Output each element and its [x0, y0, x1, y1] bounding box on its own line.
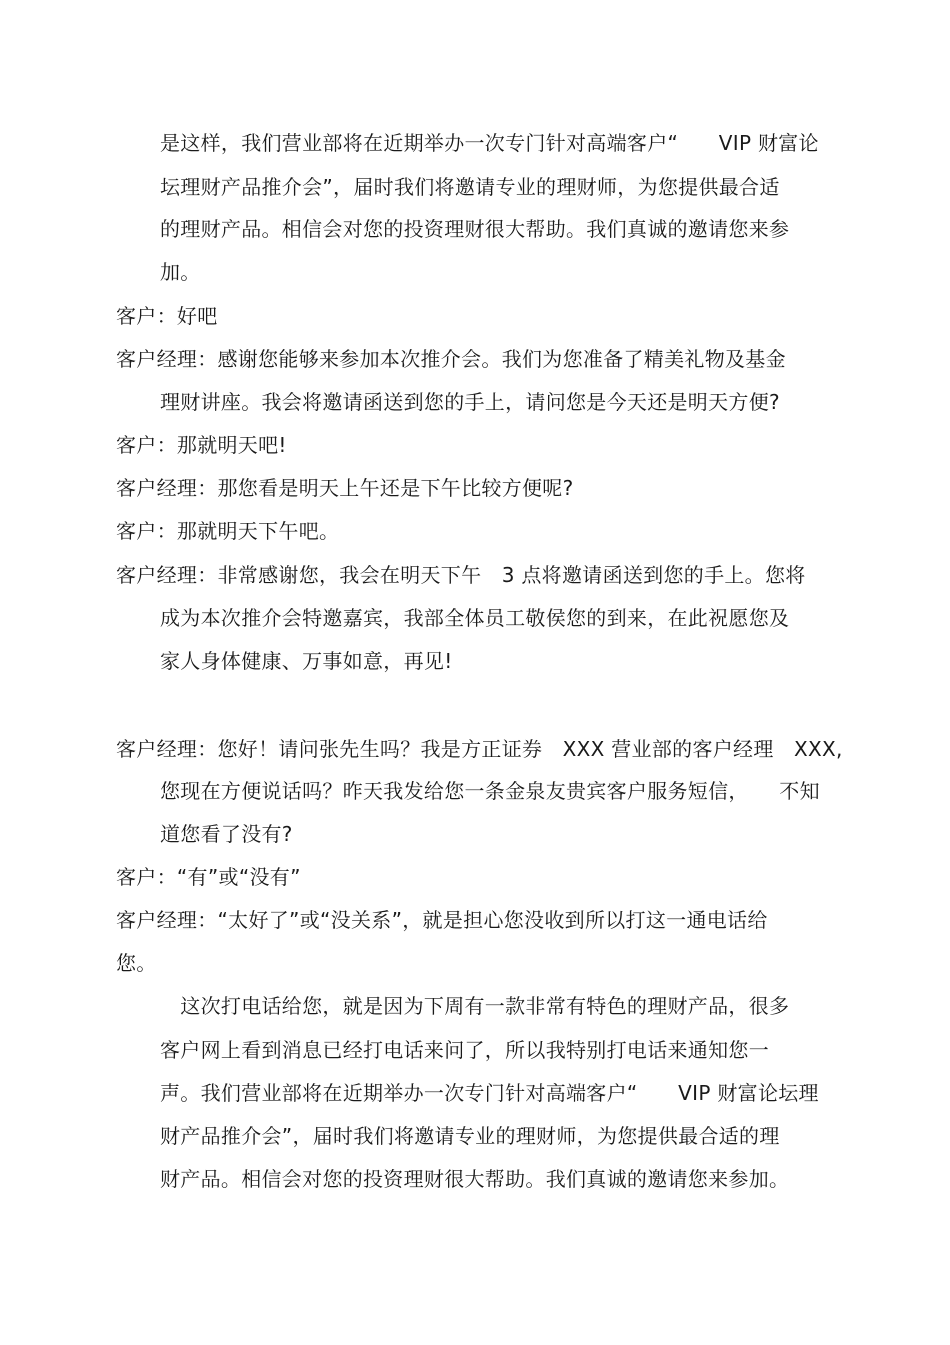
text-line: 客户经理：那您看是明天上午还是下午比较方便呢? — [116, 476, 574, 500]
text-line: 理财讲座。我会将邀请函送到您的手上，请问您是今天还是明天方便? — [160, 390, 780, 414]
text-line: 客户：“有”或“没有” — [116, 865, 301, 889]
text-line: 客户经理：感谢您能够来参加本次推介会。我们为您准备了精美礼物及基金 — [116, 347, 786, 371]
text-line: 客户经理：您好！请问张先生吗？我是方正证券 XXX 营业部的客户经理 XXX, — [116, 737, 843, 761]
text-line: 声。我们营业部将在近期举办一次专门针对高端客户“ VIP 财富论坛理 — [160, 1081, 819, 1105]
text-line: 客户：好吧 — [116, 304, 218, 328]
text-line: 是这样，我们营业部将在近期举办一次专门针对高端客户“ VIP 财富论 — [160, 131, 819, 155]
text-line: 客户网上看到消息已经打电话来问了，所以我特别打电话来通知您一 — [160, 1038, 769, 1062]
text-line: 的理财产品。相信会对您的投资理财很大帮助。我们真诚的邀请您来参 — [160, 217, 790, 241]
text-line: 加。 — [160, 260, 201, 284]
text-line: 坛理财产品推介会”，届时我们将邀请专业的理财师，为您提供最合适 — [160, 175, 780, 199]
text-line: 财产品推介会”，届时我们将邀请专业的理财师，为您提供最合适的理 — [160, 1124, 780, 1148]
text-line: 客户：那就明天吧! — [116, 433, 287, 457]
text-line: 您。 — [116, 951, 157, 975]
text-line: 这次打电话给您，就是因为下周有一款非常有特色的理财产品，很多 — [160, 994, 790, 1018]
text-line: 道您看了没有? — [160, 822, 293, 846]
text-line: 客户经理：“太好了”或“没关系”，就是担心您没收到所以打这一通电话给 — [116, 908, 768, 932]
text-line: 客户经理：非常感谢您，我会在明天下午 3 点将邀请函送到您的手上。您将 — [116, 563, 806, 587]
text-line: 财产品。相信会对您的投资理财很大帮助。我们真诚的邀请您来参加。 — [160, 1167, 790, 1191]
text-line: 您现在方便说话吗？昨天我发给您一条金泉友贵宾客户服务短信， 不知 — [160, 779, 820, 803]
text-line: 成为本次推介会特邀嘉宾，我部全体员工敬侯您的到来，在此祝愿您及 — [160, 606, 790, 630]
text-line: 客户：那就明天下午吧。 — [116, 519, 340, 543]
text-line: 家人身体健康、万事如意，再见! — [160, 649, 453, 673]
